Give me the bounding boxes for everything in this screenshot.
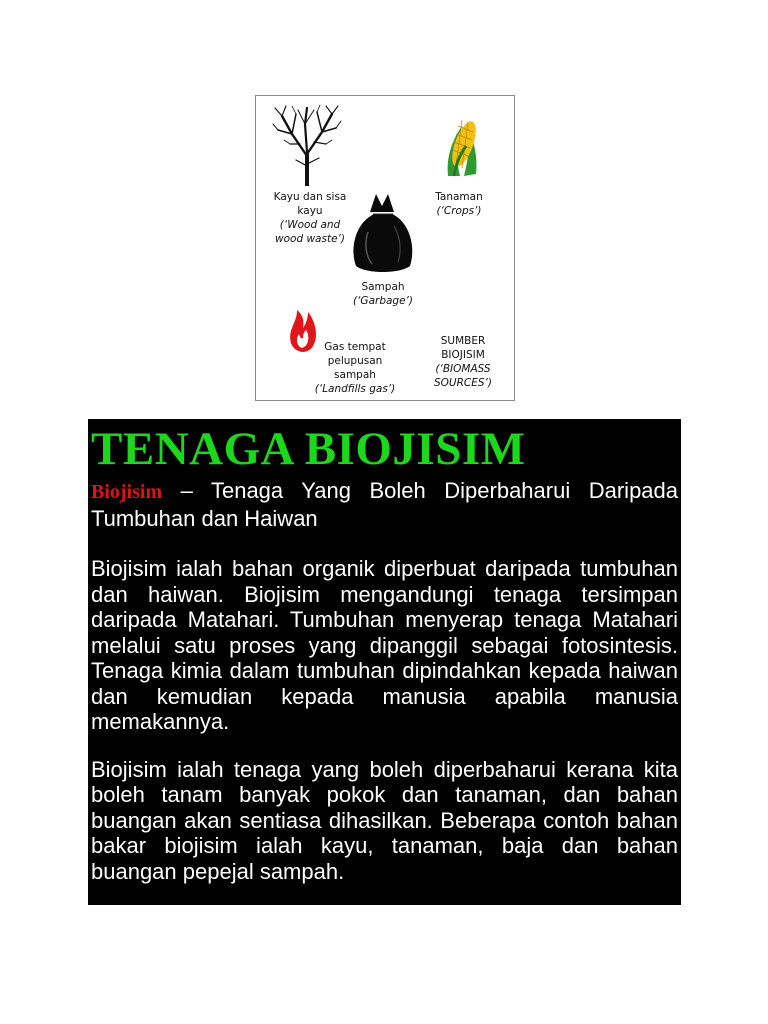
sources-caption-line: SUMBER: [440, 335, 486, 347]
page-title: TENAGA BIOJISIM: [91, 423, 526, 475]
crops-caption-line: (‘Crops’): [436, 205, 482, 217]
intro-line: [91, 478, 678, 531]
garbage-caption-line: (‘Garbage’): [353, 295, 413, 307]
sources-caption-line: (‘BIOMASS: [435, 363, 491, 375]
crops-caption: [424, 190, 494, 218]
landfill-caption: [312, 340, 398, 396]
landfill-caption-line: (‘Landfills gas’): [314, 383, 396, 395]
landfill-caption-line: Gas tempat: [324, 341, 386, 353]
crops-caption-line: Tanaman: [435, 191, 483, 203]
wood-caption: [270, 190, 350, 246]
sources-caption: [428, 334, 498, 390]
bare-tree-icon: [272, 104, 342, 186]
wood-caption-line: (‘Wood and: [279, 219, 341, 231]
lead-text: Tenaga Yang Boleh Diperbaharui Daripada Tumbuhan dan Haiwan: [91, 478, 679, 531]
sources-caption-line: SOURCES’): [434, 377, 492, 389]
garbage-bag-icon: [348, 192, 418, 274]
biomass-text-panel: [88, 419, 681, 905]
corn-icon: [442, 114, 482, 178]
wood-caption-line: kayu: [297, 205, 323, 217]
landfill-caption-line: sampah: [334, 369, 376, 381]
lead-dash: –: [162, 478, 211, 503]
paragraph-1: Biojisim ialah bahan organik diperbuat daripada tumbuhan dan haiwan. Biojisim mengandungi tenaga tersimpan daripada Matahari. Tumbuhan menyerap tenaga Matahari melalui satu proses yang dipanggil sebagai fotosintesis. Tenaga kimia dalam tumbuhan dipindahkan kepada haiwan dan kemudian kepada manusia apabila manusia memakannya.: [91, 556, 678, 734]
garbage-caption: [346, 280, 420, 308]
wood-caption-line: Kayu dan sisa: [273, 191, 347, 203]
garbage-caption-line: Sampah: [361, 281, 405, 293]
lead-term: Biojisim: [91, 481, 163, 503]
sources-caption-line: BIOJISIM: [441, 349, 485, 361]
paragraph-2: Biojisim ialah tenaga yang boleh diperbaharui kerana kita boleh tanam banyak pokok dan tanaman, dan bahan buangan akan sentiasa dihasilkan. Beberapa contoh bahan bakar biojisim ialah kayu, tanaman, baja dan bahan buangan pepejal sampah.: [91, 756, 678, 884]
landfill-caption-line: pelupusan: [327, 355, 383, 367]
biomass-sources-figure: [255, 95, 515, 401]
wood-caption-line: wood waste’): [275, 233, 345, 245]
